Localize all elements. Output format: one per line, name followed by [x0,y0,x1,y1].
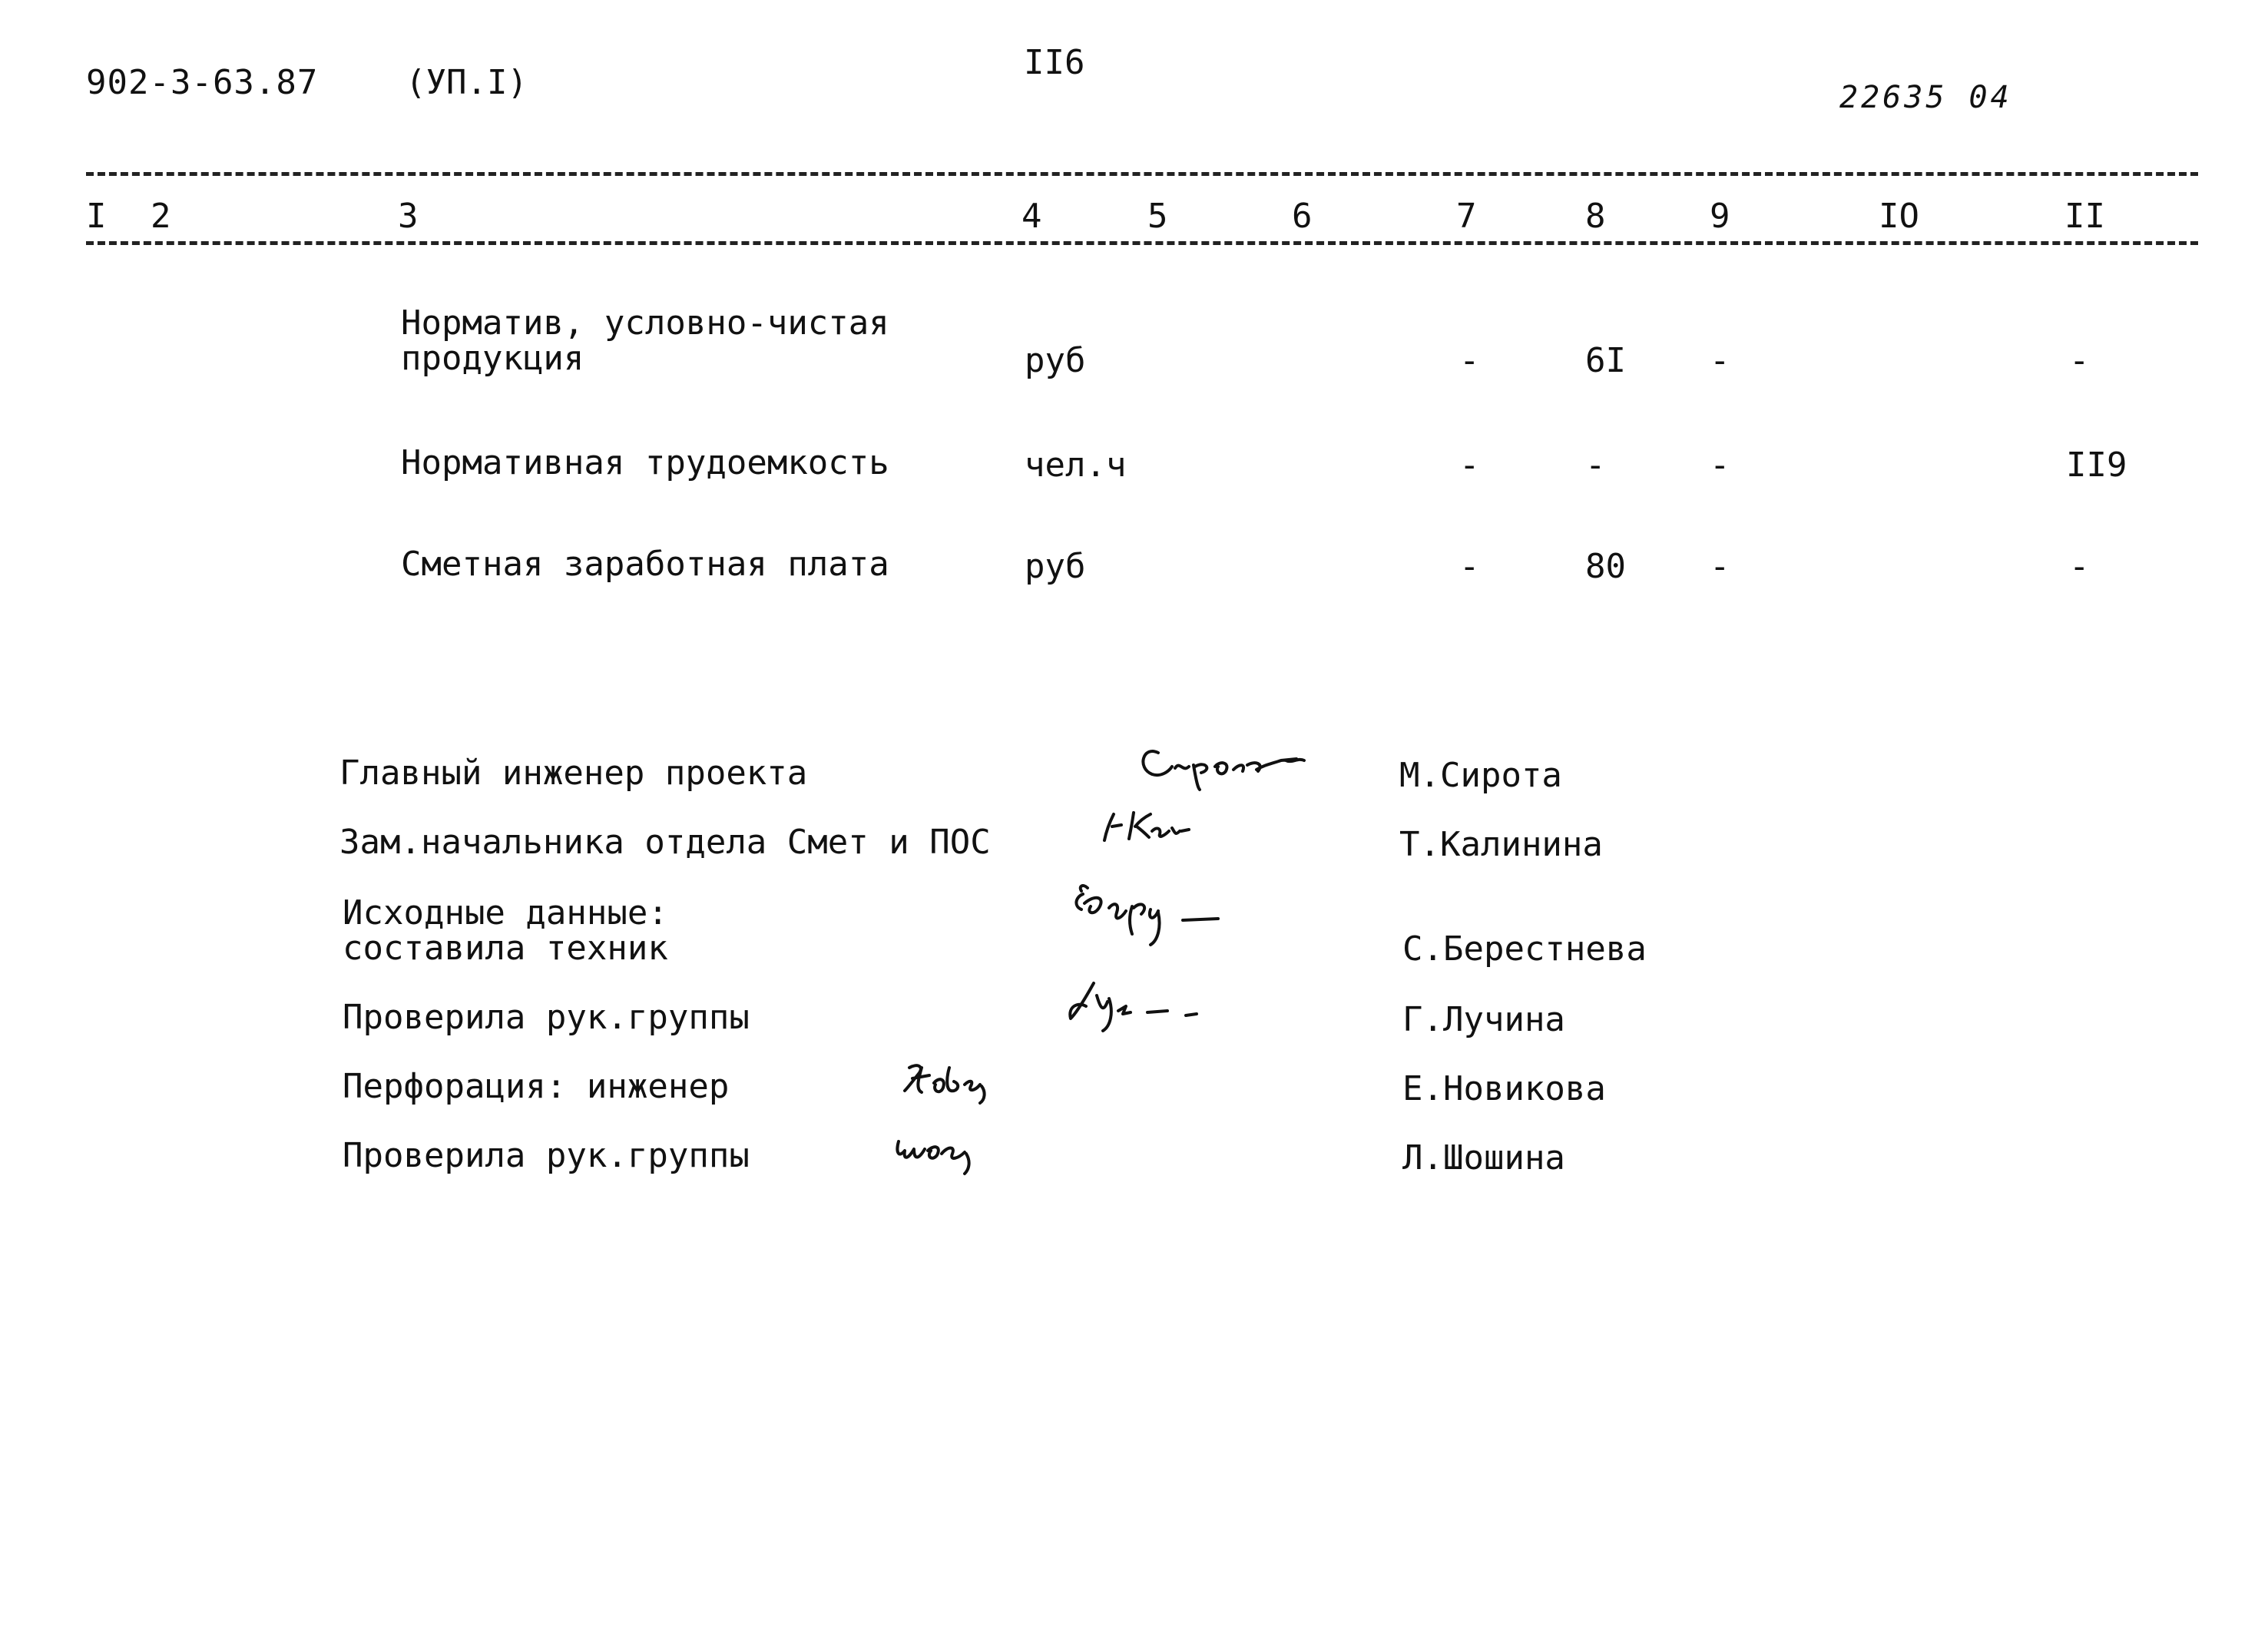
column-number-10: IO [1879,197,1919,236]
page-number: II6 [1024,43,1085,82]
row-label [401,547,889,582]
row-label-line: Сметная заработная плата [401,545,889,584]
signature-role [339,825,991,860]
column-number-11: II [2064,197,2105,236]
handwritten-signature [1135,737,1335,791]
signature-name: Г.Лучина [1402,1000,1565,1039]
header-rule-bottom [86,241,2198,245]
row-col11: - [2069,547,2090,586]
signature-role [343,1069,729,1105]
row-label [401,443,889,482]
row-col9: - [1710,341,1730,380]
row-col11: - [2069,341,2090,380]
row-col9: - [1710,446,1730,485]
signature-role-line: Зам.начальника отдела Смет и ПОС [339,823,991,862]
archive-number: 22635 04 [1839,80,2012,115]
signature-name: Л.Шошина [1402,1138,1565,1178]
signature-name: Е.Новикова [1402,1069,1606,1108]
row-col7: - [1459,446,1480,485]
row-col7: - [1459,547,1480,586]
signature-role-line: Исходные данные: [343,893,668,932]
column-number-2: 2 [151,197,171,236]
column-number-6: 6 [1292,197,1313,236]
document-part: (УП.I) [406,63,528,102]
row-col8: - [1585,446,1606,485]
signature-role [339,756,807,791]
column-number-5: 5 [1147,197,1168,236]
handwritten-signature [899,1057,1068,1111]
document-code: 902-3-63.87 [86,63,319,102]
signature-role [343,1138,750,1174]
header-rule-top [86,172,2198,176]
column-number-8: 8 [1585,197,1606,236]
column-number-4: 4 [1021,197,1042,236]
row-label-line: продукция [401,339,584,378]
row-label [401,303,889,378]
signature-role-line: Проверила рук.группы [343,1136,750,1175]
row-label-line: Норматив, условно-чистая [401,303,889,343]
column-number-7: 7 [1456,197,1477,236]
handwritten-signature [1098,803,1252,850]
row-unit: руб [1025,341,1086,380]
column-number-1: I [86,197,107,236]
handwritten-signature [1068,880,1298,965]
row-col8: 80 [1585,547,1626,586]
signature-role-line: Перфорация: инженер [343,1067,730,1106]
row-col9: - [1710,547,1730,586]
signature-role-line: Главный инженер проекта [339,754,808,793]
row-col8: 6I [1585,341,1626,380]
column-number-9: 9 [1710,197,1730,236]
row-col11: II9 [2066,446,2127,485]
signature-role-line: составила техник [343,929,668,968]
signature-role [343,1000,750,1035]
row-unit: руб [1025,547,1086,586]
signature-name: Т.Калинина [1399,825,1603,864]
column-number-3: 3 [398,197,419,236]
row-col7: - [1459,341,1480,380]
handwritten-signature [1063,975,1263,1037]
row-label-line: Нормативная трудоемкость [401,443,889,482]
signature-name: М.Сирота [1399,756,1562,795]
signature-role-line: Проверила рук.группы [343,998,750,1037]
row-unit: чел.ч [1025,446,1127,485]
signature-name: С.Берестнева [1402,929,1647,969]
handwritten-signature [888,1123,1072,1184]
signature-role [343,893,668,968]
